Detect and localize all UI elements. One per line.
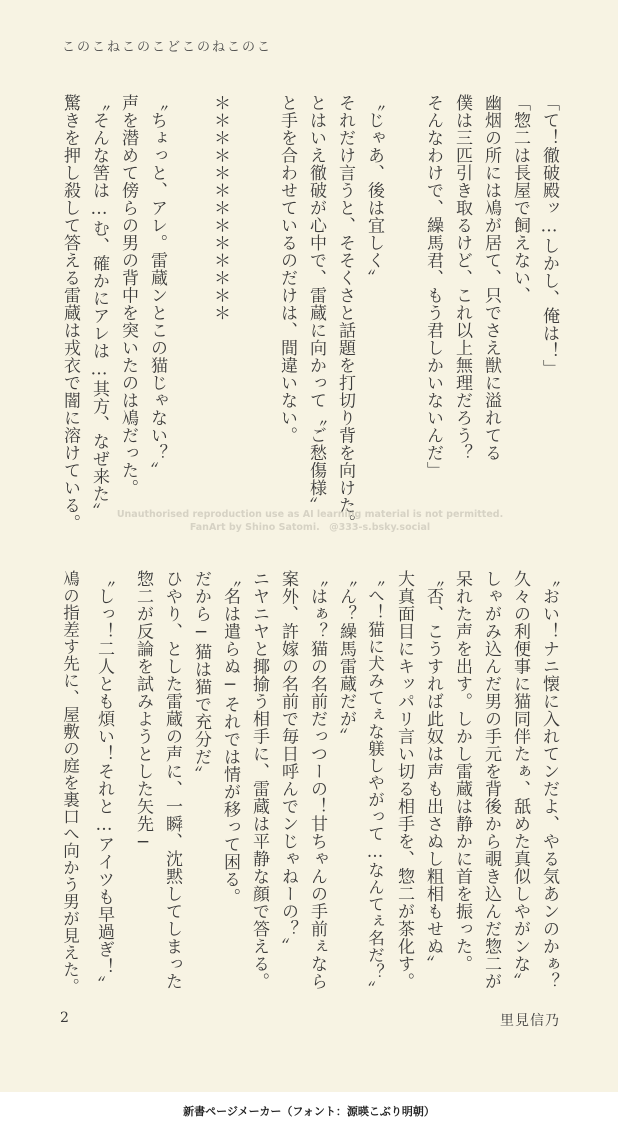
text-column: 惣二が反論を試みようとした矢先─ <box>133 570 153 853</box>
scene-break-asterisks: ＊＊＊＊＊＊＊＊＊＊＊＊＊ <box>210 94 230 322</box>
text-column: 〝はぁ？猫の名前だっつーの！甘ちゃんの手前ぇなら <box>307 570 327 990</box>
watermark-line: FanArt by Shino Satomi. @333-s.bsky.social <box>189 522 431 533</box>
text-column: 僕は三匹引き取るけど、これ以上無理だろう？ <box>452 94 472 462</box>
text-column: 呆れた声を出す。しかし雷蔵は静かに首を振った。 <box>452 570 472 973</box>
text-column: しゃがみ込んだ男の手元を背後から覗き込んだ惣二が <box>481 570 501 990</box>
text-column: それだけ言うと、そそくさと話題を打切り背を向けた。 <box>335 94 355 532</box>
footer-credit: 新書ページメーカー（フォント：源暎こぶり明朝） <box>0 1092 618 1132</box>
text-column: 鳰の指差す先に、屋敷の庭を裏口へ向かう男が見えた。 <box>60 570 80 995</box>
text-column: 〝ちょっと、アレ。雷蔵ンとこの猫じゃない？〟 <box>147 94 167 479</box>
text-column: 幽烟の所には鳰が居て、只でさえ獣に溢れてる <box>481 94 501 462</box>
author-name: 里見信乃 <box>500 1013 560 1029</box>
text-column: 〝ん？繰馬雷蔵だが〟 <box>336 570 356 745</box>
text-column: 〝へ！猫に犬みてぇな躾しやがって…なんてぇ名だ？〟 <box>365 570 385 998</box>
page-header-title: このこねこのこどこのねこのこ <box>62 40 273 55</box>
text-column: 〝しっ！二人とも煩い！それと…アイツも早過ぎ！〟 <box>94 570 114 993</box>
text-column: 大真面目にキッパリ言い切る相手を、惣二が茶化す。 <box>394 570 414 990</box>
text-column: ニヤニヤと揶揄う相手に、雷蔵は平静な顔で答える。 <box>249 570 269 990</box>
text-column: と手を合わせているのだけは、間違いない。 <box>277 94 297 444</box>
text-column: 〝否、こうすれば此奴は声も出さぬし粗相もせぬ〟 <box>423 570 443 973</box>
text-column: 〝そんな筈は…む、確かにアレは…其方、なぜ来た〟 <box>89 94 109 520</box>
text-column: だから─猫は猫で充分だ〟 <box>191 570 211 783</box>
text-column: ひやり、とした雷蔵の声に、一瞬、沈黙してしまった <box>162 570 182 990</box>
text-column: 驚きを押し殺して答える雷蔵は戎衣で闇に溶けている。 <box>60 94 80 532</box>
text-column: 久々の利便事に猫同伴たぁ、舐めた真似しやがンな〟 <box>510 570 530 990</box>
text-column: 声を潜めて傍らの男の背中を突いたのは鳰だった。 <box>118 94 138 497</box>
text-column: 「て！徹破殿ッ…しかし、俺は！」 <box>539 94 559 377</box>
page-number: 2 <box>60 1010 69 1026</box>
watermark <box>70 508 550 534</box>
watermark-line: Unauthorised reproduction use as AI learning material is not permitted. <box>116 509 504 520</box>
text-column: 〝名は遣らぬ─それでは情が移って困る。 <box>220 570 240 906</box>
text-column: 案外、許嫁の名前で毎日呼んでンじゃねーの？〟 <box>278 570 298 955</box>
text-column: とはいえ徹破が心中で、雷蔵に向かって〝ご愁傷様〟 <box>306 94 326 514</box>
text-column: 〝じゃあ、後は宜しく〟 <box>364 94 384 287</box>
text-column: 「惣二は長屋で飼えない、 <box>510 94 530 304</box>
text-column: 〝おい！ナニ懐に入れてンだよ、やる気あンのかぁ？ <box>539 570 559 990</box>
text-column: そんなわけで、繰馬君、もう君しかいないんだ」 <box>423 94 443 479</box>
